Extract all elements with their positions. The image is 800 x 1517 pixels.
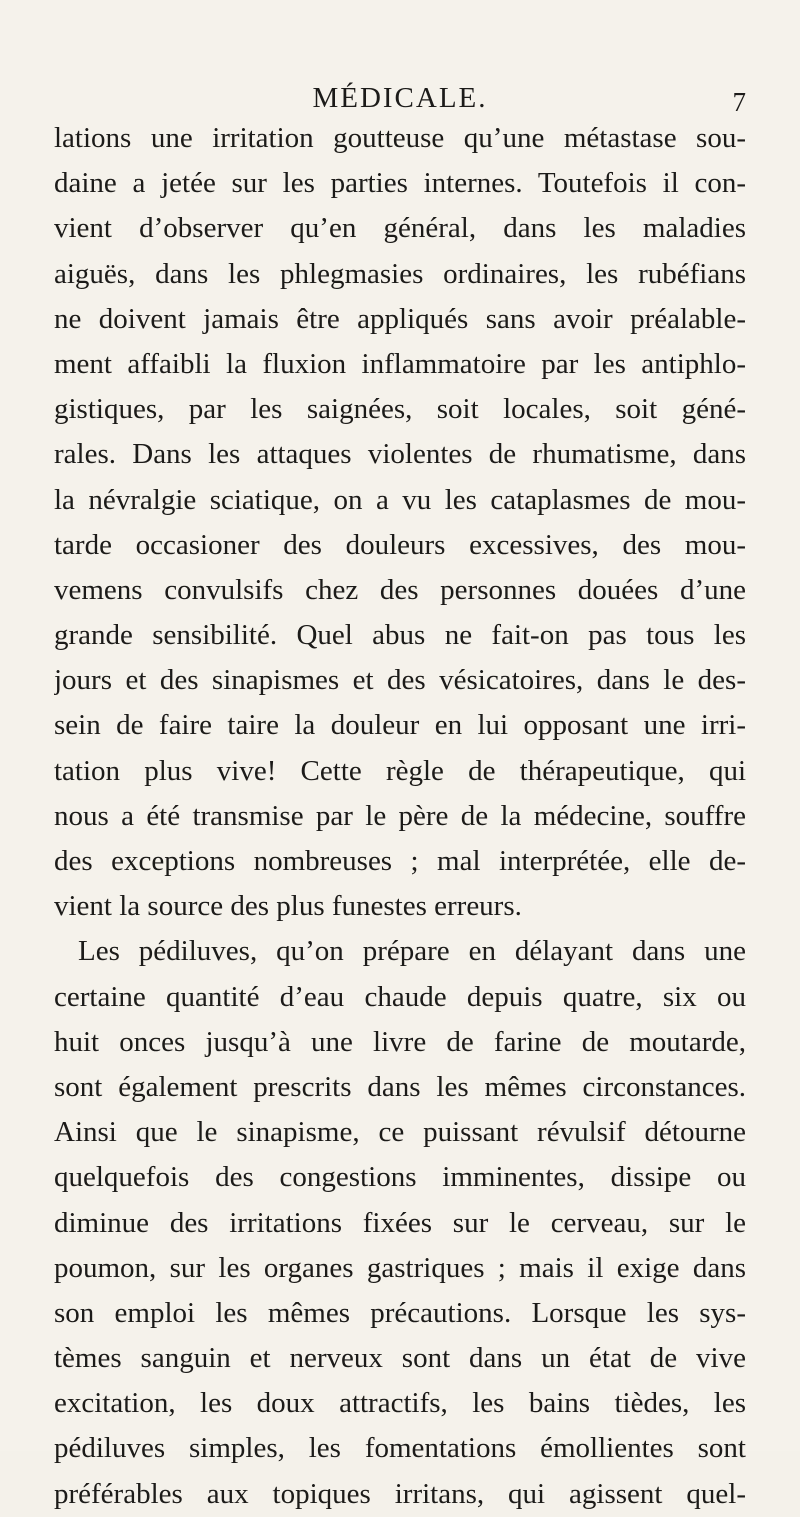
text-line: tarde occasioner des douleurs excessives, des mou- [54, 528, 746, 561]
text-line: la névralgie sciatique, on a vu les cataplasmes de mou- [54, 483, 746, 516]
text-line: nous a été transmise par le père de la médecine, souffre [54, 799, 746, 832]
text-line: jours et des sinapismes et des vésicatoires, dans le des- [54, 664, 746, 697]
text-line: grande sensibilité. Quel abus ne fait-on pas tous les [54, 619, 746, 652]
text-line: ment affaibli la fluxion inflammatoire par les antiphlo- [54, 347, 746, 380]
running-title: MÉDICALE. [312, 82, 488, 114]
paragraph-start-line: Les pédiluves, qu’on prépare en délayant dans une [78, 935, 746, 968]
text-line: préférables aux topiques irritans, qui agissent quel- [54, 1477, 746, 1510]
text-line: excitation, les doux attractifs, les bains tièdes, les [54, 1387, 746, 1420]
text-line: Ainsi que le sinapisme, ce puissant révulsif détourne [54, 1116, 746, 1149]
text-line: vemens convulsifs chez des personnes douées d’une [54, 573, 746, 606]
text-line: poumon, sur les organes gastriques ; mais il exige dans [54, 1251, 746, 1284]
text-line: aiguës, dans les phlegmasies ordinaires, les rubéfians [54, 257, 746, 290]
text-line: tèmes sanguin et nerveux sont dans un état de vive [54, 1342, 746, 1375]
body-text [54, 116, 746, 1517]
page-header [0, 78, 800, 118]
text-line: ne doivent jamais être appliqués sans avoir préalable- [54, 302, 746, 335]
text-line: pédiluves simples, les fomentations émollientes sont [54, 1432, 746, 1465]
text-line: vient d’observer qu’en général, dans les maladies [54, 212, 746, 245]
text-line: rales. Dans les attaques violentes de rhumatisme, dans [54, 438, 746, 471]
text-line: sein de faire taire la douleur en lui opposant une irri- [54, 709, 746, 742]
text-line: des exceptions nombreuses ; mal interprétée, elle de- [54, 845, 746, 877]
text-line: lations une irritation goutteuse qu’une métastase sou- [54, 122, 746, 154]
text-line: sont également prescrits dans les mêmes circonstances. [54, 1070, 746, 1103]
text-line: diminue des irritations fixées sur le cerveau, sur le [54, 1206, 746, 1239]
text-line: certaine quantité d’eau chaude depuis quatre, six ou [54, 980, 746, 1013]
text-line: huit onces jusqu’à une livre de farine de moutarde, [54, 1025, 746, 1058]
text-line: quelquefois des congestions imminentes, dissipe ou [54, 1161, 746, 1194]
paragraph-end-line: vient la source des plus funestes erreurs. [54, 890, 522, 923]
text-line: son emploi les mêmes précautions. Lorsque les sys- [54, 1296, 746, 1329]
text-line: tation plus vive! Cette règle de thérapeutique, qui [54, 754, 746, 787]
text-line: gistiques, par les saignées, soit locales, soit géné- [54, 393, 746, 426]
page-number: 7 [732, 87, 746, 117]
text-line: daine a jetée sur les parties internes. Toutefois il con- [54, 167, 746, 200]
